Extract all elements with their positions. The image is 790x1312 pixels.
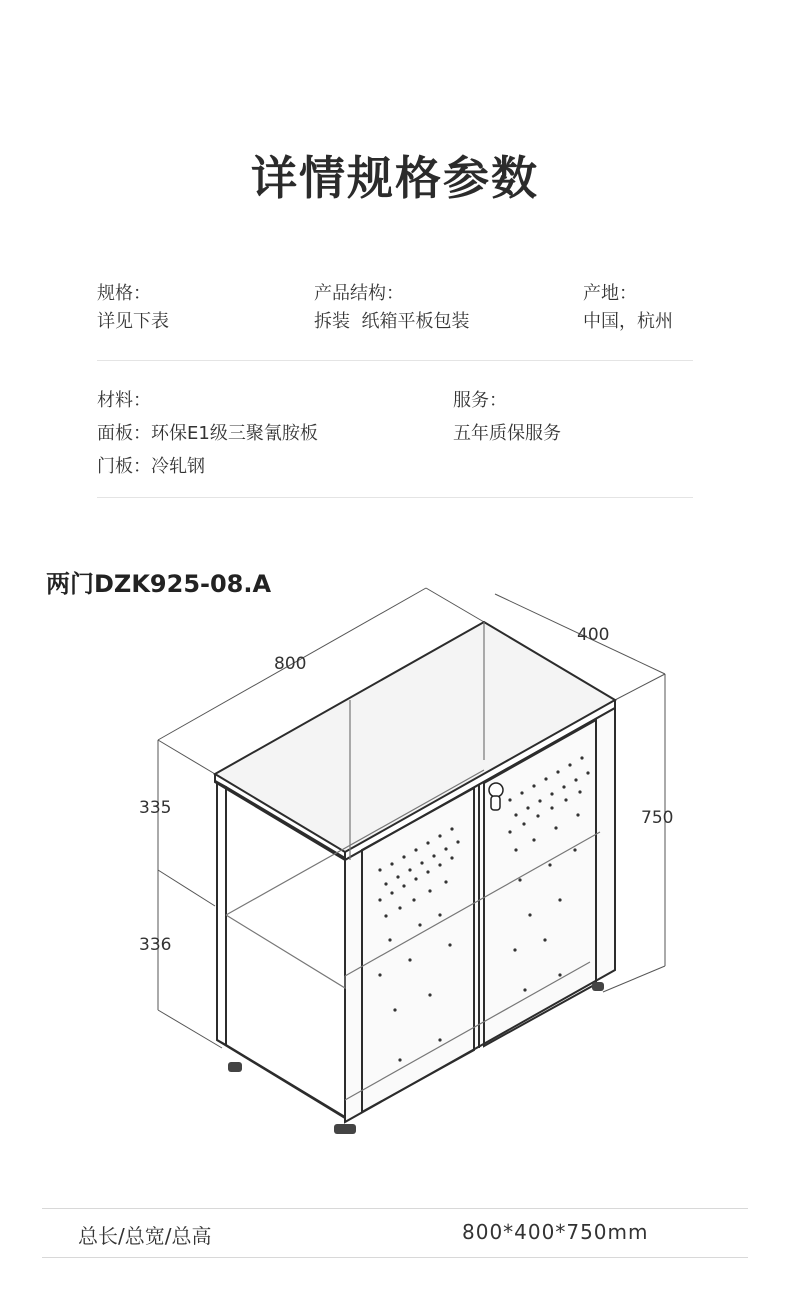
size-row-label: 总长/总宽/总高 [78, 1224, 212, 1248]
size-row-value: 800*400*750mm [462, 1220, 649, 1244]
spec-origin-value: 中国，杭州 [583, 311, 673, 332]
spec-origin-label: 产地： [583, 283, 637, 304]
dimension-length: 800 [274, 654, 307, 674]
spec-service-value: 五年质保服务 [453, 423, 561, 444]
spec-material-door: 门板：冷轧钢 [97, 456, 205, 477]
spec-material-panel: 面板：环保E1级三聚氰胺板 [97, 423, 318, 444]
spec-structure-value: 拆装 纸箱平板包装 [314, 311, 470, 332]
spec-service-label: 服务： [453, 390, 507, 411]
spec-structure-label: 产品结构： [314, 283, 404, 304]
dimension-upper-section: 335 [139, 798, 172, 818]
product-model: 两门DZK925-08.A [46, 570, 272, 598]
dimension-depth: 400 [577, 625, 610, 645]
dimension-lower-section: 336 [139, 935, 172, 955]
spec-size-value: 详见下表 [97, 311, 169, 332]
spec-size-label: 规格： [97, 283, 151, 304]
size-row [42, 1208, 748, 1258]
page-title: 详情规格参数 [251, 151, 539, 205]
dimension-height: 750 [641, 808, 674, 828]
spec-material-label: 材料： [97, 390, 151, 411]
